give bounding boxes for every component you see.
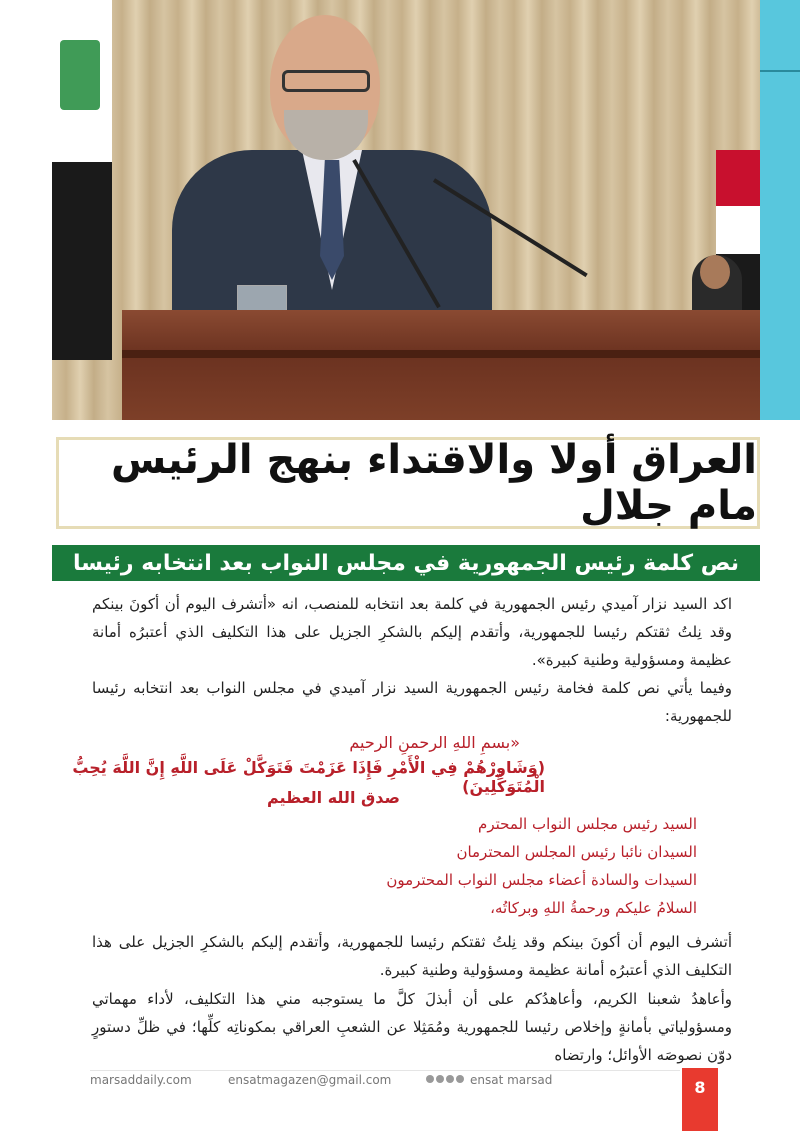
social-icons <box>426 1075 464 1083</box>
aide-head <box>700 255 730 289</box>
greeting-line: السيد رئيس مجلس النواب المحترم <box>478 815 697 833</box>
footer-website-link[interactable]: marsaddaily.com <box>90 1073 192 1087</box>
quote-closing: صدق الله العظيم <box>266 788 400 807</box>
subtitle-text: نص كلمة رئيس الجمهورية في مجلس النواب بعد انتخابه رئيسا <box>73 550 739 576</box>
youtube-icon[interactable] <box>456 1075 464 1083</box>
paragraph-intro: اكد السيد نزار آميدي رئيس الجمهورية في كلمة بعد انتخابه للمنصب، انه «أتشرف اليوم أن أكونَ بينكم وقد نِلتُ ثقتكم رئيسا للجمهورية، وأتقدم إليكم بالشكرِ الجزيل على هذا التكليف الذي أعتبرُه أمانة عظيمة ومسؤولية وطنية كبيرة». <box>92 595 732 669</box>
quran-verse: (وَشَاوِرْهُمْ فِي الْأَمْرِ فَإِذَا عَزَمْتَ فَتَوَكَّلْ عَلَى اللَّهِ إِنَّ اللَّهَ يُحِبُّ الْمُتَوَكِّلِينَ) <box>72 758 545 796</box>
headline: العراق أولا والاقتداء بنهج الرئيس مام جلال <box>111 437 757 529</box>
footer-email-link[interactable]: ensatmagazen@gmail.com <box>228 1073 392 1087</box>
paragraph-lead: وفيما يأتي نص كلمة فخامة رئيس الجمهورية السيد نزار آميدي في مجلس النواب بعد انتخابه رئيسا للجمهورية: <box>92 679 732 725</box>
iraq-flag-left <box>52 0 112 360</box>
footer-social-handle: ensat marsad <box>470 1073 553 1087</box>
speaker-glasses <box>282 70 370 92</box>
greeting-line: السيدان نائبا رئيس المجلس المحترمان <box>456 843 697 861</box>
headline-box <box>56 437 760 529</box>
greeting-line: السلامُ عليكم ورحمةُ اللهِ وبركاتُه، <box>490 899 697 917</box>
paragraph-pledge: وأعاهدُ شعبنا الكريم، وأعاهدُكم على أن أبذلَ كلَّ ما يستوجبه مني هذا التكليف، لأداء مهماتي ومسؤولياتي بأمانةٍ وإخلاص رئيسا للجمهورية ومُمَثِلا عن الشعبِ العراقي بمكوناتِه كلِّها؛ في ظلِّ دستورٍ دوّن نصوصَه الأوائل؛ وارتضاه <box>92 990 732 1064</box>
subtitle-banner <box>52 545 760 581</box>
facebook-icon[interactable] <box>426 1075 434 1083</box>
page-footer <box>90 1070 680 1090</box>
instagram-icon[interactable] <box>446 1075 454 1083</box>
accent-line <box>760 70 800 72</box>
basmala: «بسمِ اللهِ الرحمنِ الرحيم <box>349 733 520 752</box>
page-number: 8 <box>682 1068 718 1131</box>
hero-photo <box>52 0 760 420</box>
podium <box>122 310 760 420</box>
paragraph-speech: أتشرف اليوم أن أكونَ بينكم وقد نِلتُ ثقتكم رئيسا للجمهورية، وأتقدم إليكم بالشكرِ الجزيل على هذا التكليف الذي أعتبرُه أمانة عظيمة ومسؤولية وطنية كبيرة. <box>92 933 732 979</box>
accent-strip <box>760 0 800 420</box>
twitter-icon[interactable] <box>436 1075 444 1083</box>
greeting-line: السيدات والسادة أعضاء مجلس النواب المحترمون <box>386 871 697 889</box>
podium-ridge <box>122 350 760 358</box>
